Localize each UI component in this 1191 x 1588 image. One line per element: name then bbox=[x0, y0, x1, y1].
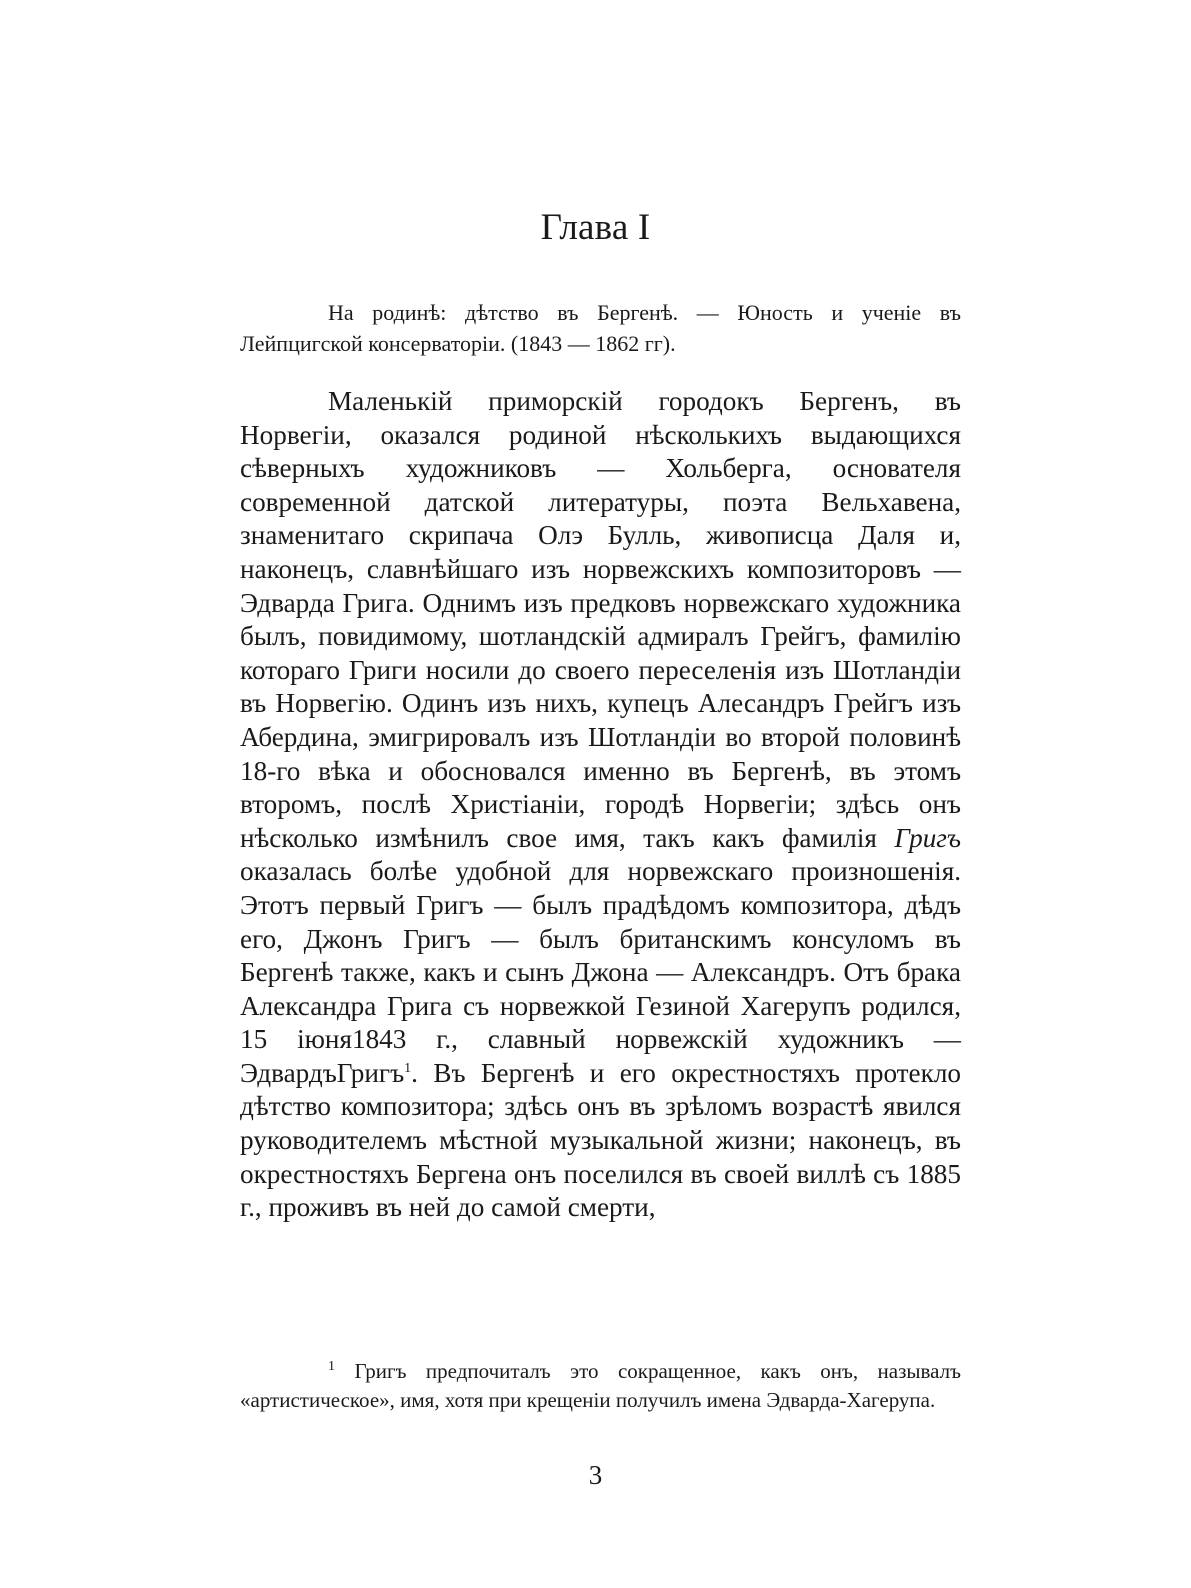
italic-surname: Григъ bbox=[894, 822, 962, 853]
chapter-title: Глава I bbox=[540, 207, 651, 248]
body-text-part-3: . Въ Бергенѣ и его окрестностяхъ протекло дѣтство композитора; здѣсь онъ въ зрѣломъ возрастѣ явился руководителемъ мѣстной музыкальной жизни; наконецъ, въ окрестностяхъ Бергена онъ поселился въ своей виллѣ съ 1885 г., проживъ въ ней до самой смерти, bbox=[240, 1057, 961, 1223]
footnote bbox=[240, 1357, 961, 1415]
body-text-part-2: оказалась болѣе удобной для норвежскаго произношенія. Этотъ первый Григъ — былъ прадѣдомъ композитора, дѣдъ его, Джонъ Григъ — былъ британскимъ консуломъ въ Бергенѣ также, какъ и сынъ Джона — Александръ. Отъ брака Александра Грига съ норвежкой Гезиной Хагерупъ родился, 15 іюня1843 г., славный норвежскій художникъ — ЭдвардъГригъ bbox=[240, 856, 961, 1088]
body-paragraph bbox=[240, 385, 961, 1225]
page-number: 3 bbox=[588, 1460, 603, 1490]
chapter-summary: На родинѣ: дѣтство въ Бергенѣ. — Юность и ученіе въ Лейпцигской консерваторіи. (1843 — 1862 гг). bbox=[240, 300, 961, 356]
body-text-part-1: Маленькій приморскій городокъ Бергенъ, въ Норвегіи, оказался родиной нѣсколькихъ выдающихся сѣверныхъ художниковъ — Хольберга, основателя современной датской литературы, поэта Вельхавена, знаменитаго скрипача Олэ Булль, живописца Даля и, наконецъ, славнѣйшаго изъ норвежскихъ композиторовъ — Эдварда Грига. Однимъ изъ предковъ норвежскаго художника былъ, повидимому, шотландскій адмиралъ Грейгъ, фамилію котораго Григи носили до своего переселенія изъ Шотландіи въ Норвегію. Одинъ изъ нихъ, купецъ Алесандръ Грейгъ изъ Абердина, эмигрировалъ изъ Шотландіи во второй половинѣ 18-го вѣка и обосновался именно въ Бергенѣ, въ этомъ второмъ, послѣ Христіаніи, городѣ Норвегіи; здѣсь онъ нѣсколько измѣнилъ свое имя, такъ какъ фамилія bbox=[240, 386, 961, 853]
footnote-marker: 1 bbox=[328, 1359, 335, 1374]
footnote-text: Григъ предпочиталъ это сокращенное, какъ онъ, называлъ «артистическое», имя, хотя при крещеніи получилъ имена Эдварда-Хагерупа. bbox=[240, 1359, 961, 1412]
footnote-reference[interactable]: 1 bbox=[404, 1060, 412, 1076]
